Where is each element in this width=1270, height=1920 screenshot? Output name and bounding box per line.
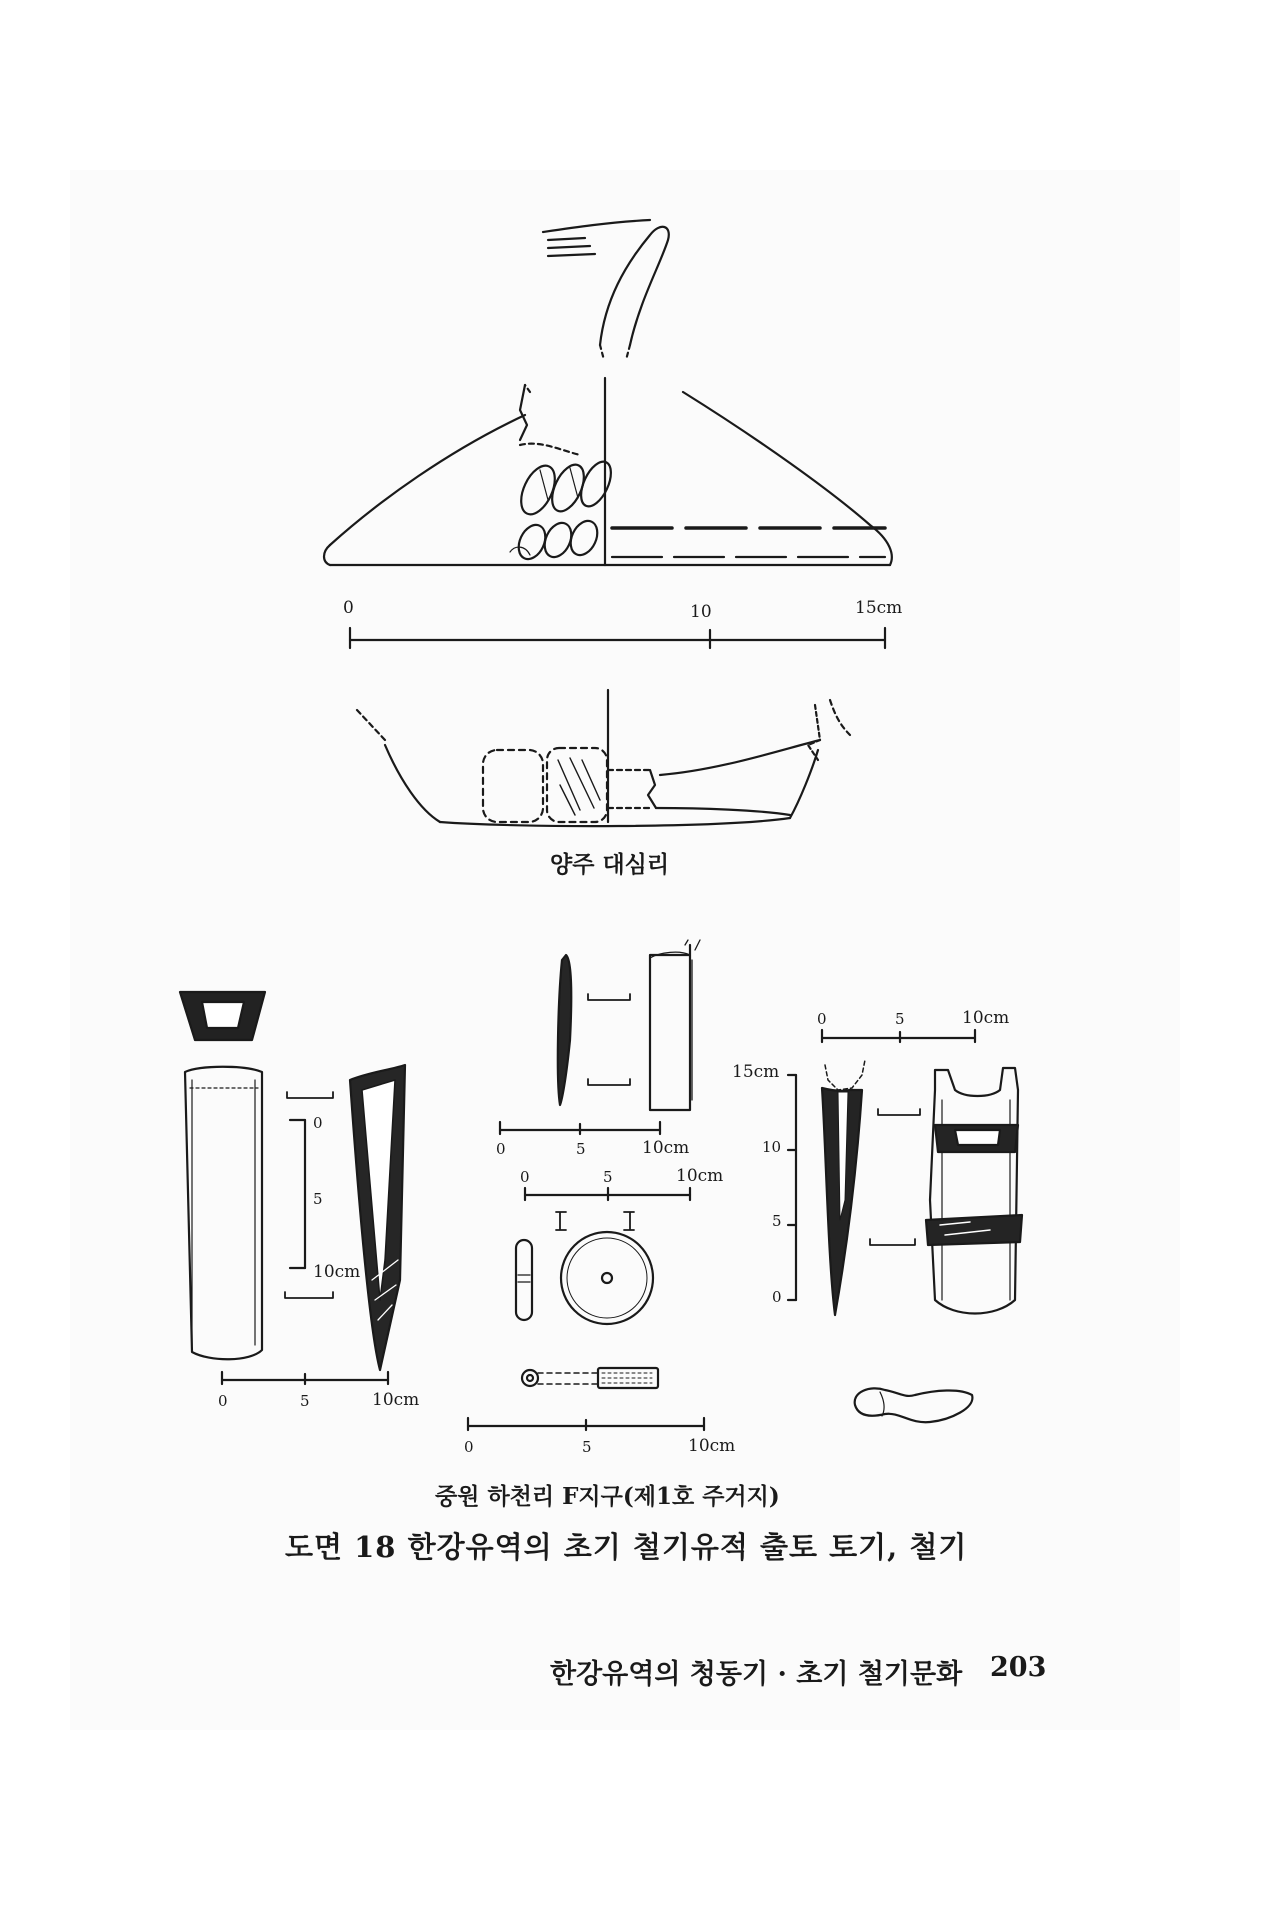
rod-hscale-label-10cm: 10cm — [688, 1436, 736, 1456]
left-vscale-label-10cm: 10cm — [313, 1262, 361, 1282]
page-number: 203 — [990, 1652, 1047, 1683]
iron-tool-center-drawing — [500, 940, 700, 1134]
small-rod-drawing — [468, 1368, 704, 1430]
right-hscale-label-0: 0 — [817, 1010, 827, 1028]
rod-hscale-label-5: 5 — [582, 1438, 592, 1456]
right-hscale-label-10cm: 10cm — [962, 1008, 1010, 1028]
center-top-hscale-label-0: 0 — [496, 1140, 506, 1158]
right-hscale-label-5: 5 — [895, 1010, 905, 1028]
iron-tool-left-drawing — [180, 992, 405, 1384]
disc-hscale-label-10cm: 10cm — [676, 1166, 724, 1186]
right-vscale-label-0: 0 — [772, 1288, 782, 1306]
right-vscale-label-5: 5 — [772, 1212, 782, 1230]
running-footer-title: 한강유역의 청동기 · 초기 철기문화 — [550, 1659, 963, 1690]
pottery-base-drawing — [357, 690, 850, 826]
disc-hscale-label-0: 0 — [520, 1168, 530, 1186]
top-scale-label-15cm: 15cm — [855, 598, 903, 618]
site-caption-jungwon: 중원 하천리 F지구(제1호 주거지) — [435, 1483, 780, 1510]
spindle-whorl-drawing — [516, 1188, 690, 1324]
left-hscale-label-0: 0 — [218, 1392, 228, 1410]
top-scale-label-10: 10 — [690, 602, 712, 622]
left-vscale-label-5: 5 — [313, 1190, 323, 1208]
center-top-hscale-label-10cm: 10cm — [642, 1138, 690, 1158]
top-scale-bar — [350, 628, 885, 648]
right-vscale-label-10: 10 — [762, 1138, 782, 1156]
pottery-lid-drawing — [324, 220, 892, 565]
top-scale-label-0: 0 — [343, 598, 354, 618]
site-caption-yangju: 양주 대심리 — [550, 851, 670, 878]
rod-hscale-label-0: 0 — [464, 1438, 474, 1456]
left-hscale-label-5: 5 — [300, 1392, 310, 1410]
center-top-hscale-label-5: 5 — [576, 1140, 586, 1158]
left-hscale-label-10cm: 10cm — [372, 1390, 420, 1410]
figure-caption: 도면 18 한강유역의 초기 철기유적 출토 토기, 철기 — [285, 1530, 968, 1564]
disc-hscale-label-5: 5 — [603, 1168, 613, 1186]
iron-axe-right-drawing — [788, 1030, 1022, 1422]
right-vscale-label-15cm: 15cm — [732, 1062, 780, 1082]
left-vscale-label-0: 0 — [313, 1114, 323, 1132]
